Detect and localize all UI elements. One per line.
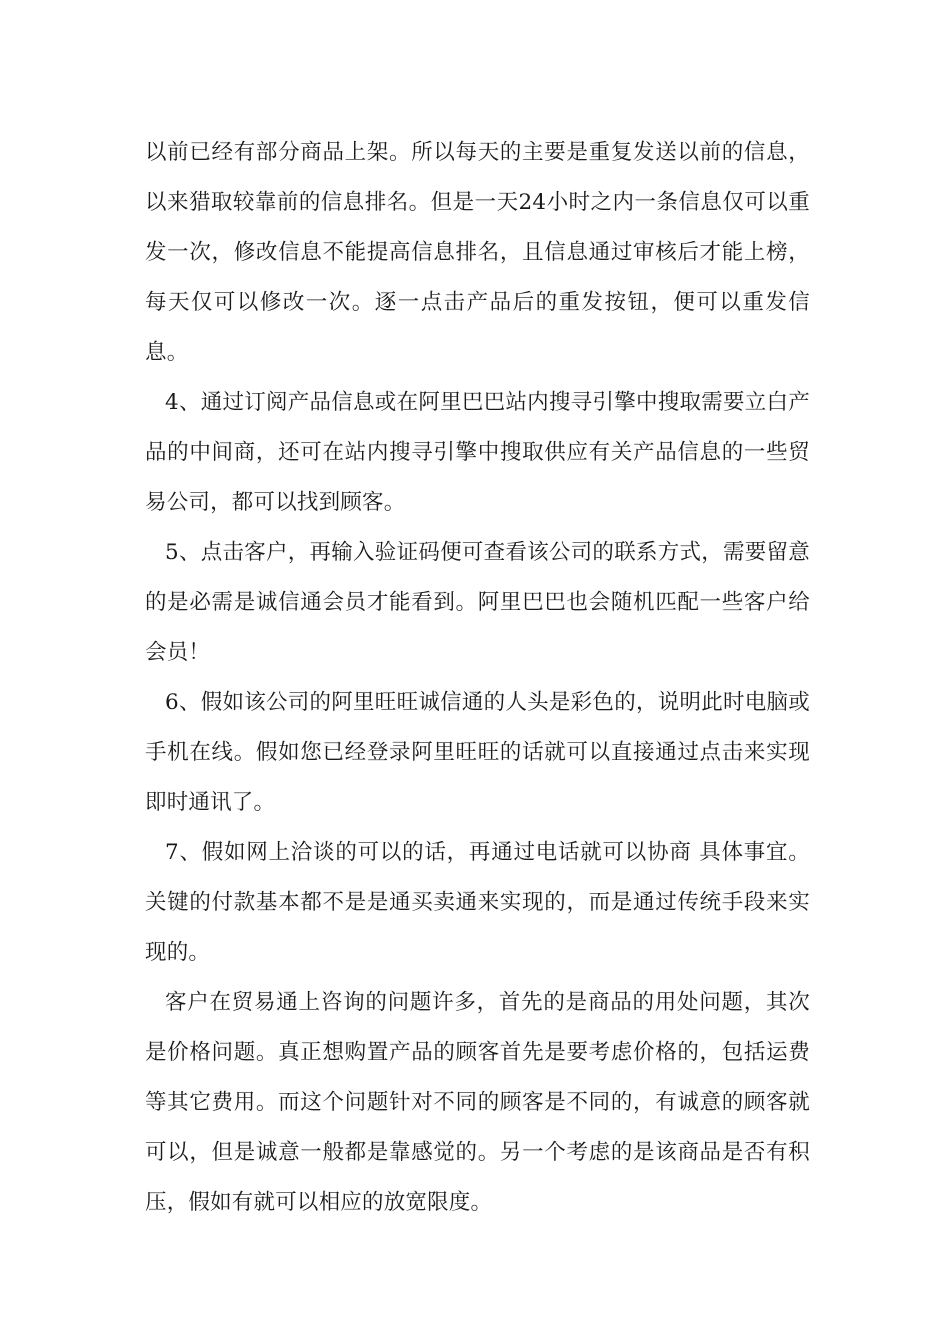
paragraph-customer-questions: 客户在贸易通上咨询的问题许多，首先的是商品的用处问题，其次是价格问题。真正想购置产品的顾客首先是要考虑价格的，包括运费等其它费用。而这个问题针对不同的顾客是不同的，有诚意的顾客就可以，但是诚意一般都是靠感觉的。另一个考虑的是该商品是否有积压，假如有就可以相应的放宽限度。 xyxy=(145,990,810,1215)
paragraph-continuation: 以前已经有部分商品上架。所以每天的主要是重复发送以前的信息，以来猎取较靠前的信息排名。但是一天24小时之内一条信息仅可以重发一次，修改信息不能提高信息排名，且信息通过审核后才能上榜，每天仅可以修改一次。逐一点击产品后的重发按钮，便可以重发信息。 xyxy=(145,140,810,365)
document-body xyxy=(145,128,810,1228)
paragraph-item-6: 6、假如该公司的阿里旺旺诚信通的人头是彩色的，说明此时电脑或手机在线。假如您已经登录阿里旺旺的话就可以直接通过点击来实现即时通讯了。 xyxy=(145,690,810,815)
paragraph-item-7: 7、假如网上洽谈的可以的话，再通过电话就可以协商 具体事宜。关键的付款基本都不是是通买卖通来实现的，而是通过传统手段来实现的。 xyxy=(145,840,810,965)
paragraph-item-5: 5、点击客户，再输入验证码便可查看该公司的联系方式，需要留意的是必需是诚信通会员才能看到。阿里巴巴也会随机匹配一些客户给会员！ xyxy=(145,540,810,665)
paragraph-item-4: 4、通过订阅产品信息或在阿里巴巴站内搜寻引擎中搜取需要立白产品的中间商，还可在站内搜寻引擎中搜取供应有关产品信息的一些贸易公司，都可以找到顾客。 xyxy=(145,390,810,515)
